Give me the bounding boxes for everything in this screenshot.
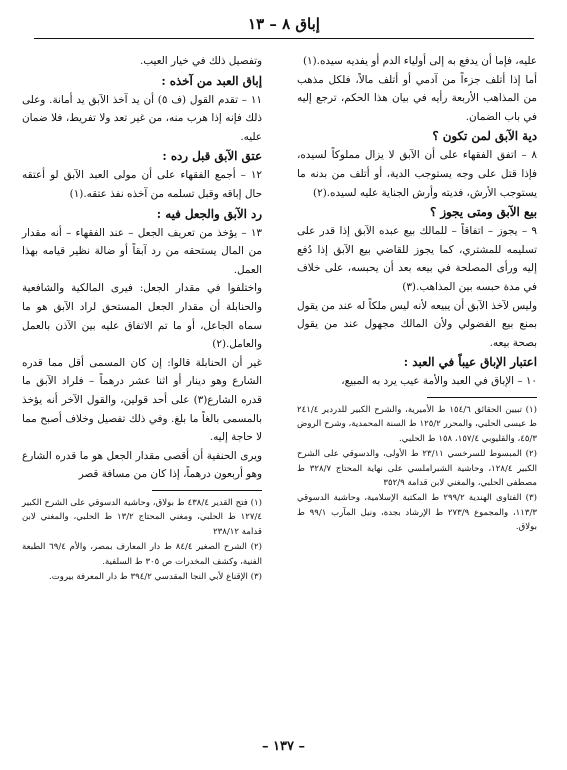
paragraph-11: ١١ – تقدم القول (ف ٥) أن يد آخذ الآبق يد أمانة. وعلى ذلك فإنه إذا هرب منه، من غير تعد ولا تفريط، فلا ضمان عليه.	[22, 93, 262, 143]
footnote-divider	[427, 397, 537, 398]
footnote: (٢) المبسوط للسرخسي ٢٣/١١ ط الأولى، والدسوقي على الشرح الكبير ١٢٨/٤، وحاشية الشبراملسي على نهاية المحتاج ٣٢٨/٧ ط مصطفى الحلبي، والمغني لابن قدامة ٣٥٢/٩	[297, 449, 538, 488]
footnote: (٣) الإقناع لأبي النجا المقدسي ٣٩٤/٢ ط دار المعرفة بيروت.	[48, 571, 262, 582]
footnote: (٣) الفتاوى الهندية ٢٩٩/٢ ط المكتبة الإسلامية، وحاشية الدسوقي ١١٣/٣، والمجموع ٢٧٣/٩ ط الإرشاد بجدة، ونيل المآرب ٩٩/١ ط بولاق.	[297, 493, 537, 533]
footnote: (١) فتح القدير ٤٣٨/٤ ط بولاق، وحاشية الدسوقي على الشرح الكبير ١٢٧/٤ ط الحلبي، ومغني المحتاج ١٣/٢ ط الحلبي، والمغني لابن قدامة ٢٣٨/١٢	[22, 497, 262, 537]
footnote: (١) تبيين الحقائق ١٥٤/٦ ط الأميرية، والشرح الكبير للدردير ٢٤١/٤ ط عيسى الحلبي، والمحرر ١٢٥/٢ ط السنة المحمدية، وشرح الروض ٤٥/٣، والقليوبي ١٥٧/٤، ١٥٨ ط الحلبي.	[297, 404, 538, 444]
running-header: إباق ٨ – ١٣	[34, 14, 534, 39]
paragraph-13-c: غير أن الحنابلة قالوا: إن كان المسمى أقل مما قدره الشارع وهو دينار أو اثنا عشر درهماً – فلراد الآبق ما قدره الشارع(٣) على أحد قولين، والقول الآخر أنه يؤخذ بالمسمى بالغاً ما بلغ. وفي ذلك تفصيل وخلاف أصبح مما لا حاجة إليه.	[22, 356, 262, 444]
right-footnotes	[297, 403, 537, 535]
left-footnotes	[22, 496, 262, 584]
paragraph: عليه، فإما أن يدفع به إلى أولياء الدم أو يفديه سيده.(١)	[302, 55, 537, 67]
paragraph-9: ٩ – يجوز – اتفاقاً – للمالك بيع عبده الآبق إذا قدر على تسليمه للمشتري، كما يجوز للقاضي بيع الآبق إذا دُفع إليه ورأى المصلحة في بيعه بعد أن يحبسه، على خلاف في مدة حبسه بين المذاهب.(٣)	[297, 225, 537, 293]
section-heading: رد الآبق والجعل فيه :	[156, 206, 262, 221]
right-column	[297, 52, 537, 536]
paragraph-13-b: واختلفوا في مقدار الجعل: فيرى المالكية والشافعية والحنابلة أن مقدار الجعل المستحق لراد الآبق هو ما سماه الجاعل، أو ما تم الاتفاق عليه بين الآذن بالعمل والعامل.(٢)	[22, 282, 262, 351]
section-heading: اعتبار الإباق عيباً في العبد :	[403, 355, 537, 370]
paragraph-12: ١٢ – أجمع الفقهاء على أن مولى العبد الآبق لو أعتقه حال إباقه وقبل تسلمه من آخذه نفذ عتقه.(١)	[22, 169, 262, 200]
page-number: – ١٣٧ –	[261, 739, 305, 754]
paragraph: أما إذا أتلف جزءاً من آدمي أو أتلف مالاً، فلكل مذهب من المذاهب الأربعة رأيه في بيان هذا الحكم، ترجع إليه في باب الضمان.	[297, 73, 537, 123]
paragraph: وتفصيل ذلك في خيار العيب.	[139, 55, 262, 67]
footnote: (٢) الشرح الصغير ٨٤/٤ ط دار المعارف بمصر، والأم ٦٩/٤ الطبعة الفنية، وكشف المخدرات ص ٣٠٥ ط السلفية.	[22, 542, 262, 567]
footnote-divider	[152, 490, 262, 491]
paragraph-9-continued: وليس لآخذ الآبق أن يبيعه لأنه ليس ملكاً له عند من يقول بمنع بيع الفضولي ولأن المالك مجهول عند من يقول بصحة بيعه.	[297, 299, 537, 349]
left-column	[22, 52, 262, 585]
paragraph-13: ١٣ – يؤخذ من تعريف الجعل – عند الفقهاء – أنه مقدار من المال يستحقه من رد آبقاً أو ضالة نظير قيامه بهذا العمل.	[22, 226, 262, 276]
section-heading: بيع الآبق ومتى يجوز ؟	[429, 205, 537, 220]
paragraph-10: ١٠ – الإباق في العبد والأمة عيب يرد به المبيع،	[341, 375, 537, 388]
section-heading: عتق الآبق قبل رده :	[162, 149, 262, 164]
section-heading: دية الآبق لمن تكون ؟	[432, 129, 537, 144]
paragraph-8: ٨ – اتفق الفقهاء على أن الآبق لا يزال مملوكاً لسيده، فإذا قتل على وجه يستوجب الدية، أو أتلف من بدنه ما يستوجب الأرش، فديته وأرش الجناية عليه لسيده.(٢)	[297, 149, 537, 199]
paragraph-13-d: ويرى الحنفية أن أقصى مقدار الجعل هو ما قدره الشارع وهو أربعون درهماً، إذا كان من مسافة قصر	[22, 449, 262, 481]
section-heading: إباق العبد من آخذه :	[161, 73, 262, 88]
